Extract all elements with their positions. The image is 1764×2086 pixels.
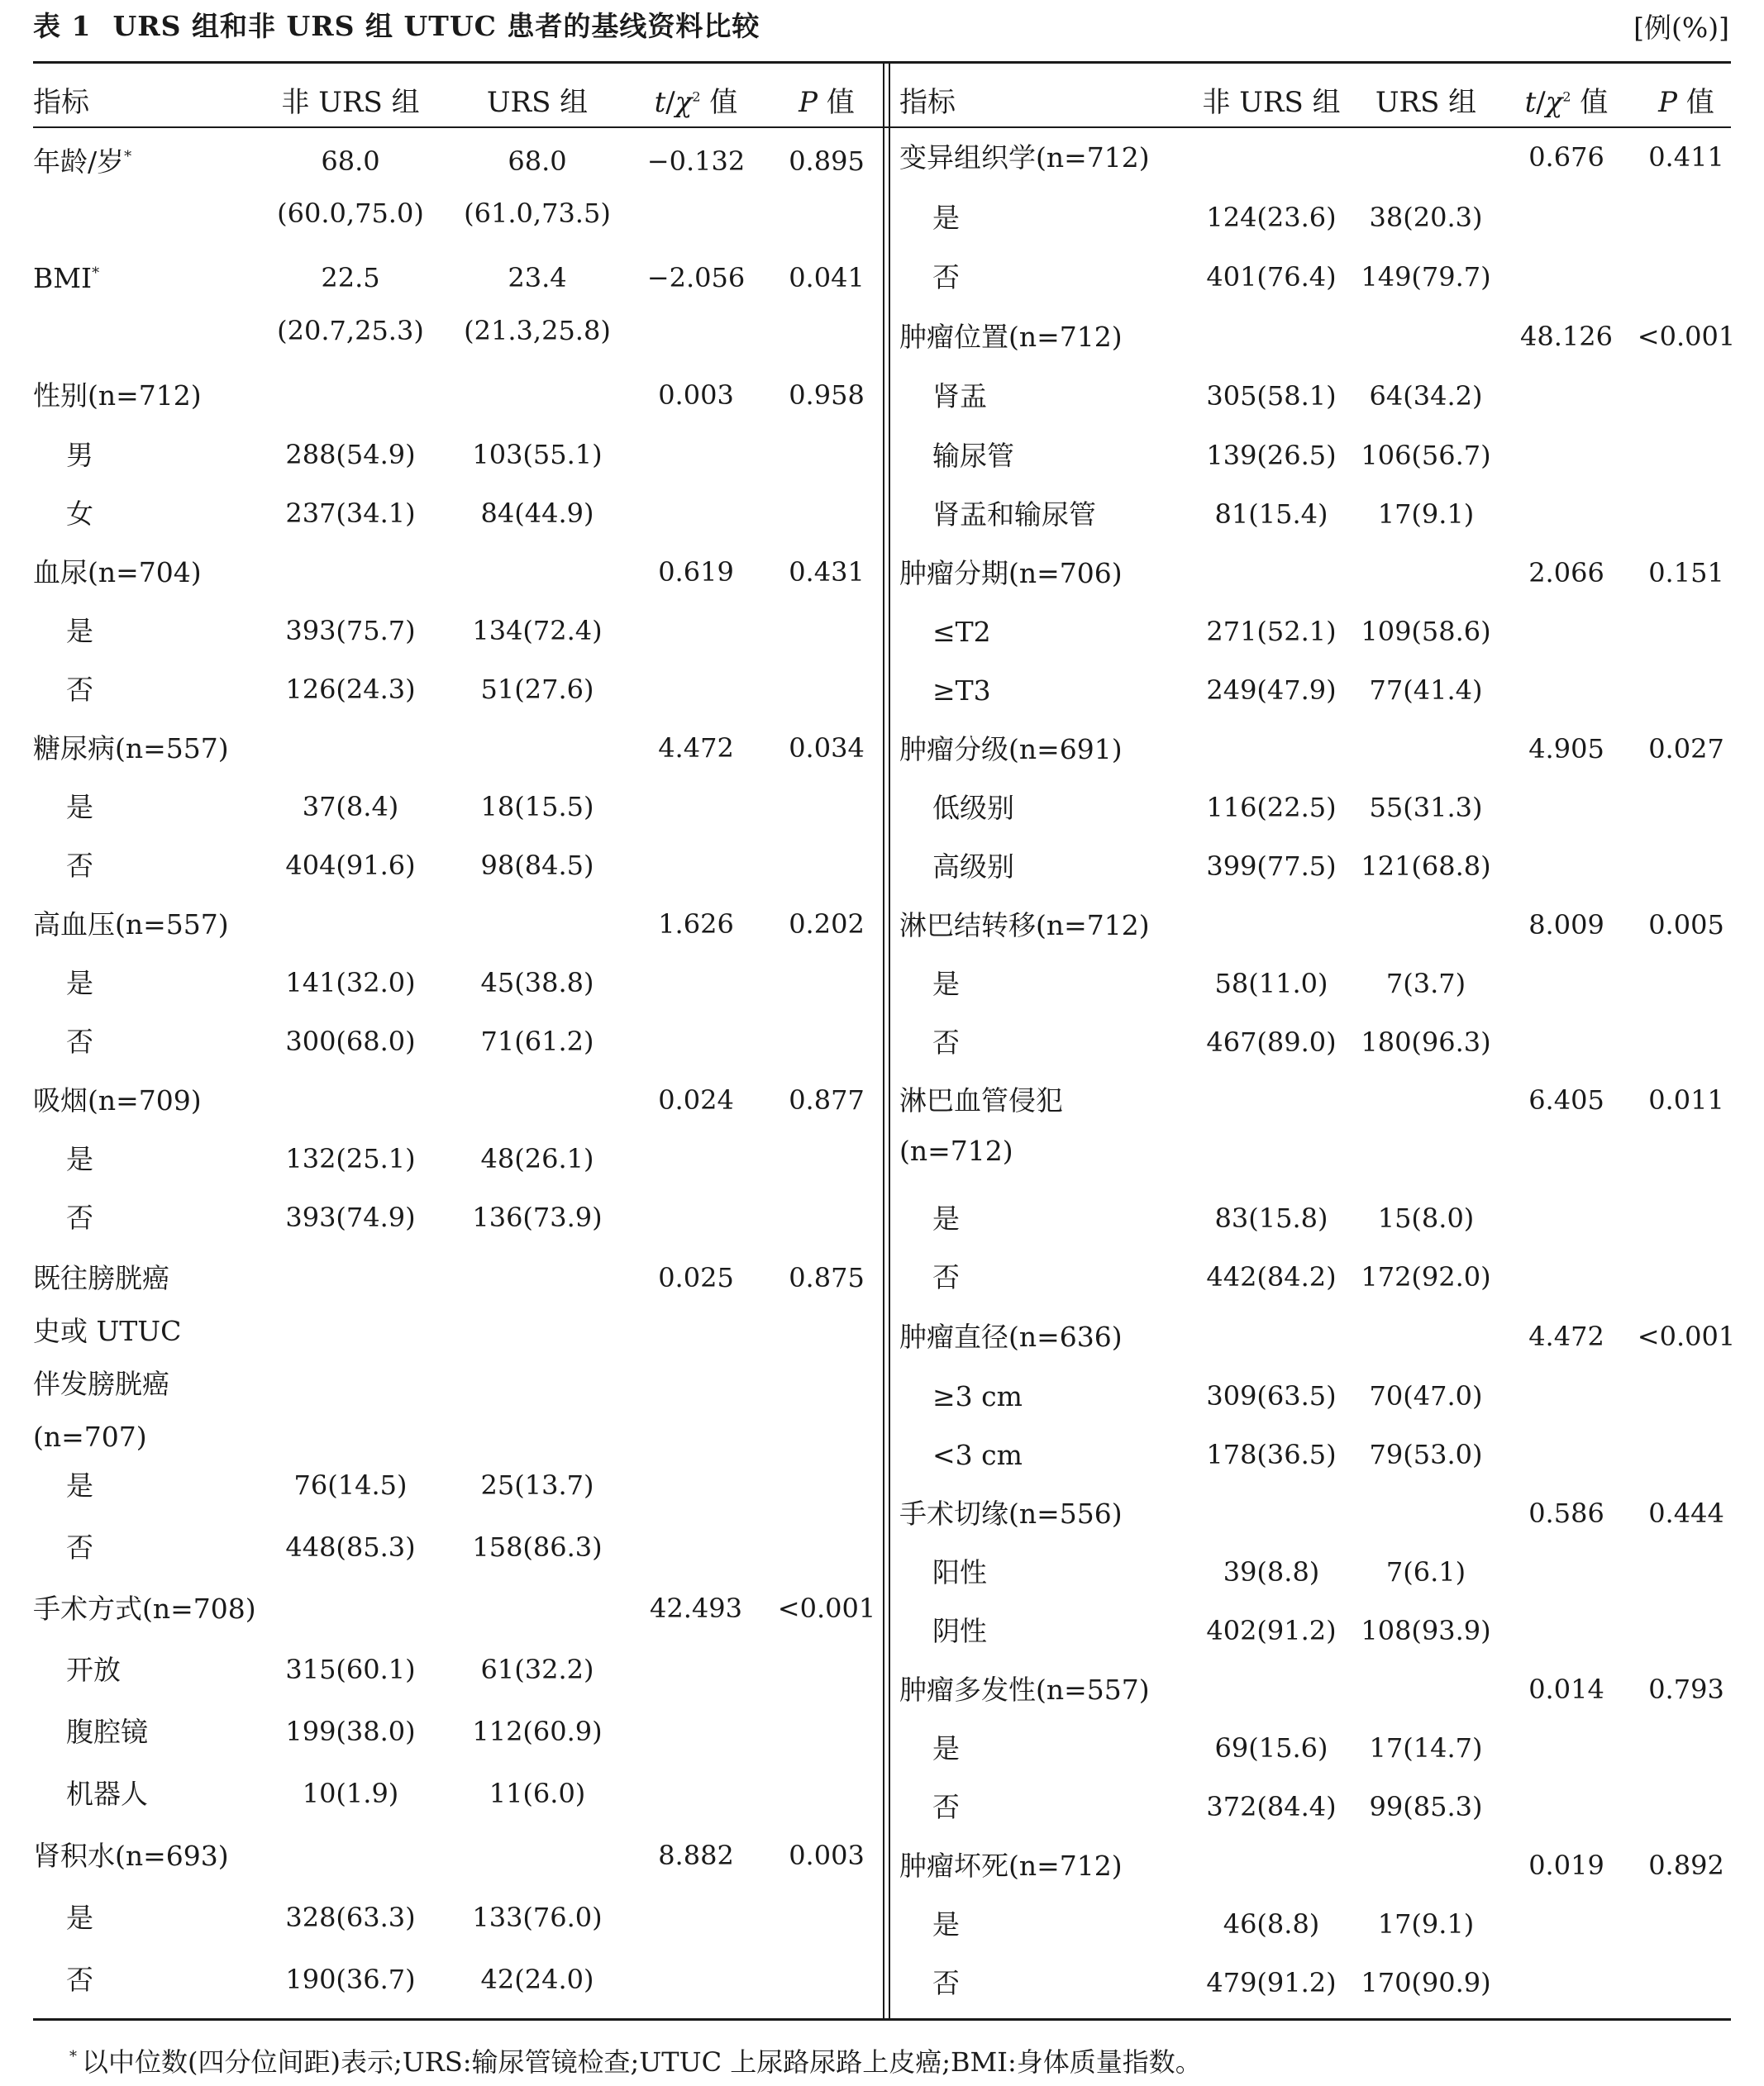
right-row-label: 是 (932, 968, 960, 1000)
right-urs-value: 7(3.7) (1385, 968, 1466, 999)
left-p-value: 0.202 (789, 908, 865, 940)
left-header-indicator: 指标 (33, 86, 89, 119)
right-header-p (1658, 79, 1714, 120)
table-number: 表 1 (33, 10, 92, 42)
left-row-label: 是 (66, 1469, 93, 1502)
right-urs-value: 17(9.1) (1377, 1908, 1475, 1940)
left-urs-value: 45(38.8) (480, 967, 594, 998)
right-urs-value: 70(47.0) (1369, 1380, 1483, 1412)
left-non-urs-value: 328(63.3) (285, 1902, 416, 1933)
right-non-urs-value: 479(91.2) (1206, 1967, 1337, 1998)
right-row-label: (n=712) (899, 1135, 1013, 1167)
right-non-urs-value: 372(84.4) (1206, 1791, 1337, 1822)
left-urs-value: 68.0 (508, 145, 567, 177)
right-p-value: <0.001 (1637, 321, 1736, 352)
footnote-text: 以中位数(四分位间距)表示;URS:输尿管镜检查;UTUC 上尿路尿路上皮癌;BMI:身体质量指数。 (82, 2046, 1202, 2078)
left-row-label: 腹腔镜 (66, 1716, 148, 1748)
chi-symbol: χ (675, 86, 693, 119)
left-non-urs-value: 199(38.0) (285, 1716, 416, 1747)
header-rule (33, 126, 1731, 128)
right-urs-value: 172(92.0) (1361, 1261, 1491, 1293)
left-urs-value: 84(44.9) (480, 498, 594, 529)
left-urs-value: 158(86.3) (472, 1531, 603, 1563)
left-urs-value: 136(73.9) (472, 1202, 603, 1233)
right-header-non-urs: 非 URS 组 (1202, 86, 1341, 119)
left-non-urs-value: (60.0,75.0) (277, 198, 424, 229)
left-row-label: 是 (66, 1143, 93, 1175)
right-urs-value: 149(79.7) (1361, 261, 1491, 293)
right-p-value: <0.001 (1637, 1321, 1736, 1352)
right-row-label: 肿瘤多发性(n=557) (899, 1674, 1150, 1706)
left-row-label: 是 (66, 791, 93, 823)
right-urs-value: 15(8.0) (1377, 1203, 1475, 1234)
left-urs-value: 23.4 (508, 262, 567, 293)
column-separator (883, 64, 890, 2018)
left-non-urs-value: 10(1.9) (302, 1778, 399, 1809)
right-non-urs-value: 69(15.6) (1214, 1732, 1328, 1764)
left-row-label: 年龄/岁* (33, 145, 132, 178)
right-urs-value: 17(9.1) (1377, 498, 1475, 530)
left-urs-value: 133(76.0) (472, 1902, 603, 1933)
left-non-urs-value: 448(85.3) (285, 1531, 416, 1563)
right-non-urs-value: 58(11.0) (1214, 968, 1328, 999)
right-urs-value: 121(68.8) (1361, 850, 1491, 882)
chi-exponent: 2 (1562, 88, 1571, 105)
left-non-urs-value: 288(54.9) (285, 439, 416, 470)
left-urs-value: 98(84.5) (480, 850, 594, 881)
right-urs-value: 79(53.0) (1369, 1439, 1483, 1470)
left-urs-value: 112(60.9) (472, 1716, 603, 1747)
left-row-label: 否 (66, 1202, 93, 1234)
median-marker: * (124, 148, 132, 165)
p-symbol: P (1658, 86, 1678, 119)
left-urs-value: 11(6.0) (489, 1778, 586, 1809)
left-row-label: 糖尿病(n=557) (33, 732, 229, 764)
p-suffix: 值 (1677, 86, 1714, 119)
left-non-urs-value: 315(60.1) (285, 1654, 416, 1685)
right-row-label: ≤T2 (932, 616, 991, 648)
left-non-urs-value: 190(36.7) (285, 1964, 416, 1995)
median-marker: * (92, 264, 100, 282)
left-stat-value: 42.493 (650, 1593, 742, 1624)
left-row-label: BMI* (33, 262, 100, 294)
right-stat-value: 0.586 (1528, 1498, 1604, 1529)
left-p-value: 0.041 (789, 262, 865, 293)
p-suffix: 值 (818, 86, 855, 119)
right-urs-value: 108(93.9) (1361, 1615, 1491, 1646)
left-urs-value: (21.3,25.8) (464, 315, 611, 346)
left-urs-value: 51(27.6) (480, 674, 594, 705)
left-row-label: 史或 UTUC (33, 1315, 182, 1347)
right-stat-value: 0.676 (1528, 141, 1604, 173)
right-non-urs-value: 271(52.1) (1206, 616, 1337, 647)
chi-exponent: 2 (692, 88, 701, 105)
right-non-urs-value: 81(15.4) (1214, 498, 1328, 530)
left-stat-value: 0.025 (658, 1262, 734, 1293)
stat-suffix: 值 (1571, 86, 1609, 119)
right-non-urs-value: 39(8.8) (1223, 1556, 1320, 1588)
right-non-urs-value: 83(15.8) (1214, 1203, 1328, 1234)
right-non-urs-value: 402(91.2) (1206, 1615, 1337, 1646)
right-non-urs-value: 442(84.2) (1206, 1261, 1337, 1293)
right-row-label: 淋巴血管侵犯 (899, 1084, 1063, 1117)
left-row-label: 否 (66, 674, 93, 706)
left-header-non-urs: 非 URS 组 (281, 86, 420, 119)
right-header-urs: URS 组 (1375, 86, 1477, 119)
left-p-value: 0.034 (789, 732, 865, 764)
right-row-label: 是 (932, 1908, 960, 1941)
bottom-rule (33, 2018, 1731, 2021)
right-row-label: 肿瘤坏死(n=712) (899, 1850, 1123, 1882)
right-p-value: 0.005 (1648, 909, 1724, 941)
left-urs-value: 103(55.1) (472, 439, 603, 470)
left-stat-value: 1.626 (658, 908, 734, 940)
right-row-label: 高级别 (932, 850, 1014, 883)
left-header-stat: $t/\chi^2$ 值 (654, 86, 738, 119)
right-stat-value: 48.126 (1520, 321, 1613, 352)
left-row-label: 是 (66, 1902, 93, 1934)
left-row-label: 肾积水(n=693) (33, 1840, 229, 1872)
right-row-label: 肿瘤位置(n=712) (899, 321, 1123, 353)
right-stat-value: 0.014 (1528, 1674, 1604, 1705)
left-p-value: 0.875 (789, 1262, 865, 1293)
left-urs-value: 42(24.0) (480, 1964, 594, 1995)
right-urs-value: 77(41.4) (1369, 674, 1483, 706)
right-urs-value: 55(31.3) (1369, 792, 1483, 823)
right-row-label: 变异组织学(n=712) (899, 141, 1150, 174)
right-p-value: 0.793 (1648, 1674, 1724, 1705)
right-non-urs-value: 178(36.5) (1206, 1439, 1337, 1470)
right-row-label: 阳性 (932, 1556, 987, 1588)
table-unit: [例(%)] (1633, 12, 1729, 44)
left-row-label: 手术方式(n=708) (33, 1593, 256, 1625)
left-row-label: 女 (66, 498, 93, 530)
left-stat-value: −2.056 (646, 262, 746, 293)
right-p-value: 0.892 (1648, 1850, 1724, 1881)
left-urs-value: 61(32.2) (480, 1654, 594, 1685)
t-symbol: t (1524, 86, 1537, 119)
left-non-urs-value: 393(74.9) (285, 1202, 416, 1233)
right-non-urs-value: 139(26.5) (1206, 440, 1337, 471)
right-stat-value: 2.066 (1528, 557, 1604, 588)
left-stat-value: 0.003 (658, 379, 734, 411)
right-urs-value: 170(90.9) (1361, 1967, 1491, 1998)
left-row-label: 是 (66, 615, 93, 647)
right-stat-value: 8.009 (1528, 909, 1604, 941)
left-row-label: 开放 (66, 1654, 121, 1686)
footnote (69, 2041, 1202, 2079)
left-non-urs-value: 393(75.7) (285, 615, 416, 646)
left-row-label: 否 (66, 1531, 93, 1564)
left-row-label: 性别(n=712) (33, 379, 202, 412)
right-row-label: ≥T3 (932, 674, 991, 707)
left-row-label: 伴发膀胱癌 (33, 1368, 169, 1400)
right-row-label: 否 (932, 1026, 960, 1059)
right-row-label: 肿瘤分期(n=706) (899, 557, 1123, 589)
left-non-urs-value: 141(32.0) (285, 967, 416, 998)
left-row-label: 否 (66, 1964, 93, 1996)
left-urs-value: 25(13.7) (480, 1469, 594, 1501)
left-urs-value: (61.0,73.5) (464, 198, 611, 229)
left-row-label: 既往膀胱癌 (33, 1262, 169, 1294)
right-row-label: 肿瘤分级(n=691) (899, 733, 1123, 765)
left-urs-value: 71(61.2) (480, 1026, 594, 1057)
right-non-urs-value: 401(76.4) (1206, 261, 1337, 293)
right-stat-value: 4.472 (1528, 1321, 1604, 1352)
left-header-p (799, 79, 855, 120)
stat-suffix: 值 (700, 86, 738, 119)
right-urs-value: 106(56.7) (1361, 440, 1491, 471)
left-p-value: 0.895 (789, 145, 865, 177)
table-caption: URS 组和非 URS 组 UTUC 患者的基线资料比较 (112, 10, 760, 42)
left-header-urs: URS 组 (486, 86, 589, 119)
right-row-label: 淋巴结转移(n=712) (899, 909, 1150, 941)
left-urs-value: 134(72.4) (472, 615, 603, 646)
right-row-label: 输尿管 (932, 440, 1014, 472)
right-p-value: 0.444 (1648, 1498, 1724, 1529)
right-urs-value: 64(34.2) (1369, 380, 1483, 412)
right-row-label: 是 (932, 202, 960, 234)
right-row-label: 低级别 (932, 792, 1014, 824)
table-title (33, 5, 760, 44)
footnote-marker: * (69, 2048, 77, 2066)
right-non-urs-value: 46(8.8) (1223, 1908, 1320, 1940)
p-symbol: P (799, 86, 818, 119)
right-non-urs-value: 116(22.5) (1206, 792, 1337, 823)
right-urs-value: 99(85.3) (1369, 1791, 1483, 1822)
right-row-label: 是 (932, 1203, 960, 1235)
right-p-value: 0.411 (1648, 141, 1724, 173)
right-non-urs-value: 309(63.5) (1206, 1380, 1337, 1412)
right-non-urs-value: 249(47.9) (1206, 674, 1337, 706)
right-p-value: 0.027 (1648, 733, 1724, 764)
left-non-urs-value: 300(68.0) (285, 1026, 416, 1057)
left-non-urs-value: 76(14.5) (293, 1469, 408, 1501)
left-non-urs-value: 237(34.1) (285, 498, 416, 529)
right-row-label: <3 cm (932, 1439, 1023, 1471)
left-non-urs-value: 126(24.3) (285, 674, 416, 705)
left-p-value: 0.877 (789, 1084, 865, 1116)
right-non-urs-value: 305(58.1) (1206, 380, 1337, 412)
left-urs-value: 48(26.1) (480, 1143, 594, 1174)
right-urs-value: 38(20.3) (1369, 202, 1483, 233)
right-urs-value: 180(96.3) (1361, 1026, 1491, 1058)
left-row-label: 否 (66, 1026, 93, 1058)
left-stat-value: 8.882 (658, 1840, 734, 1871)
chi-symbol: χ (1545, 86, 1563, 119)
left-row-label: 高血压(n=557) (33, 908, 229, 941)
right-non-urs-value: 124(23.6) (1206, 202, 1337, 233)
left-p-value: 0.003 (789, 1840, 865, 1871)
right-row-label: 否 (932, 1967, 960, 1999)
left-stat-value: 4.472 (658, 732, 734, 764)
left-non-urs-value: 37(8.4) (302, 791, 399, 822)
right-p-value: 0.151 (1648, 557, 1724, 588)
right-row-label: 肿瘤直径(n=636) (899, 1321, 1123, 1353)
t-symbol: t (654, 86, 666, 119)
right-stat-value: 6.405 (1528, 1084, 1604, 1116)
right-p-value: 0.011 (1648, 1084, 1724, 1116)
left-non-urs-value: (20.7,25.3) (277, 315, 424, 346)
right-urs-value: 7(6.1) (1385, 1556, 1466, 1588)
right-header-stat: $t/\chi^2$ 值 (1524, 86, 1609, 119)
left-non-urs-value: 68.0 (321, 145, 380, 177)
left-non-urs-value: 132(25.1) (285, 1143, 416, 1174)
right-row-label: 是 (932, 1732, 960, 1765)
top-rule (33, 61, 1731, 64)
left-non-urs-value: 22.5 (321, 262, 380, 293)
right-row-label: 手术切缘(n=556) (899, 1498, 1123, 1530)
left-stat-value: 0.619 (658, 556, 734, 588)
left-p-value: 0.431 (789, 556, 865, 588)
right-stat-value: 4.905 (1528, 733, 1604, 764)
left-row-label: 否 (66, 850, 93, 882)
right-row-label: 否 (932, 1791, 960, 1823)
left-row-label: 吸烟(n=709) (33, 1084, 202, 1117)
right-stat-value: 0.019 (1528, 1850, 1604, 1881)
right-urs-value: 17(14.7) (1369, 1732, 1483, 1764)
right-row-label: 肾盂 (932, 380, 987, 412)
right-row-label: 肾盂和输尿管 (932, 498, 1096, 531)
left-urs-value: 18(15.5) (480, 791, 594, 822)
right-row-label: 否 (932, 1261, 960, 1293)
left-p-value: 0.958 (789, 379, 865, 411)
left-row-label: 男 (66, 439, 93, 471)
left-non-urs-value: 404(91.6) (285, 850, 416, 881)
left-row-label: (n=707) (33, 1421, 147, 1453)
right-row-label: 阴性 (932, 1615, 987, 1647)
right-header-indicator: 指标 (899, 86, 956, 119)
right-non-urs-value: 399(77.5) (1206, 850, 1337, 882)
right-row-label: ≥3 cm (932, 1380, 1023, 1412)
left-row-label: 机器人 (66, 1778, 148, 1810)
left-row-label: 是 (66, 967, 93, 999)
left-stat-value: −0.132 (646, 145, 746, 177)
left-stat-value: 0.024 (658, 1084, 734, 1116)
left-p-value: <0.001 (777, 1593, 876, 1624)
left-row-label: 血尿(n=704) (33, 556, 202, 588)
right-non-urs-value: 467(89.0) (1206, 1026, 1337, 1058)
right-urs-value: 109(58.6) (1361, 616, 1491, 647)
right-row-label: 否 (932, 261, 960, 293)
